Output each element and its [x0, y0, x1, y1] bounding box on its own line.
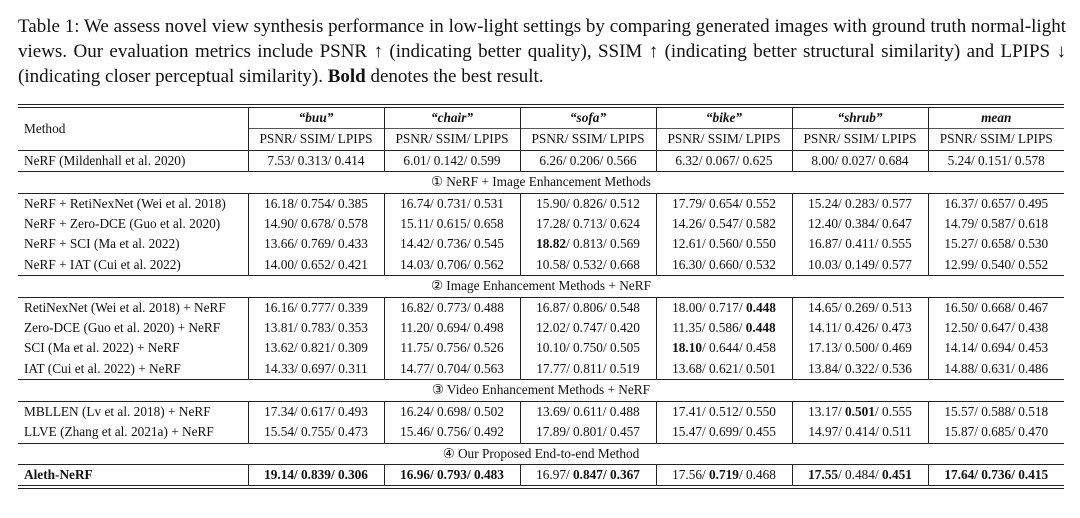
metric-value: 16.24/ 0.698/ 0.502	[400, 403, 504, 419]
metric-cell	[520, 193, 656, 214]
metric-cell	[792, 401, 928, 422]
metric-value: 15.47/ 0.699/ 0.455	[672, 424, 776, 440]
metric-header: PSNR/ SSIM/ LPIPS	[656, 129, 792, 150]
best-value: 19.14/ 0.839/ 0.306	[264, 466, 368, 482]
method-name: NeRF + IAT (Cui et al. 2022)	[24, 256, 181, 272]
metric-cell	[520, 338, 656, 358]
best-value: 16.96/ 0.793/ 0.483	[400, 466, 504, 482]
metric-cell	[928, 318, 1064, 338]
metric-value: / 0.813/ 0.569	[566, 236, 640, 252]
metric-value: 12.99/ 0.540/ 0.552	[944, 256, 1049, 272]
metric-cell	[792, 338, 928, 358]
metric-value: 15.46/ 0.756/ 0.492	[400, 424, 504, 440]
dataset-header: “chair”	[384, 108, 520, 129]
metric-value: 13.69/ 0.611/ 0.488	[536, 403, 640, 419]
metric-value: 14.77/ 0.704/ 0.563	[400, 360, 504, 376]
metric-value: 17.41/ 0.512/ 0.550	[672, 403, 776, 419]
results-table-body	[18, 150, 1064, 485]
metric-cell	[384, 464, 520, 485]
metric-value: 16.50/ 0.668/ 0.467	[944, 299, 1049, 315]
metric-cell	[656, 401, 792, 422]
caption-text-end: denotes the best result.	[370, 66, 544, 87]
metric-cell	[792, 359, 928, 380]
section-header-row	[18, 172, 1064, 193]
section-title: ① NeRF + Image Enhancement Methods	[18, 172, 1064, 193]
metric-value: 14.33/ 0.697/ 0.311	[264, 360, 368, 376]
metric-value: 16.82/ 0.773/ 0.488	[400, 299, 504, 315]
metric-value: 15.27/ 0.658/ 0.530	[944, 236, 1049, 252]
metric-value: 12.40/ 0.384/ 0.647	[808, 216, 912, 232]
section-header-row	[18, 276, 1064, 297]
method-name: NeRF + RetiNexNet (Wei et al. 2018)	[18, 193, 248, 214]
metric-cell	[248, 255, 384, 276]
metric-value: 16.97/	[536, 466, 574, 482]
best-value: 0.451	[881, 466, 912, 482]
metric-cell	[248, 193, 384, 214]
table-row	[18, 255, 1064, 276]
metric-value: 14.65/ 0.269/ 0.513	[808, 299, 912, 315]
method-name: LLVE (Zhang et al. 2021a) + NeRF	[24, 424, 214, 440]
metric-value: 14.90/ 0.678/ 0.578	[264, 216, 368, 232]
metric-value: 13.81/ 0.783/ 0.353	[264, 320, 368, 336]
metric-value: 12.61/ 0.560/ 0.550	[672, 236, 776, 252]
metric-cell: 6.32/ 0.067/ 0.625	[656, 150, 792, 171]
metric-cell	[656, 464, 792, 485]
table-row	[18, 422, 1064, 443]
metric-cell	[656, 338, 792, 358]
results-table	[18, 108, 1064, 485]
metric-cell	[520, 255, 656, 276]
metric-cell	[520, 297, 656, 318]
table-row	[18, 214, 1064, 234]
best-value: 0.501	[845, 403, 875, 419]
metric-value: 17.79/ 0.654/ 0.552	[672, 195, 776, 211]
metric-cell	[248, 318, 384, 338]
metric-value: 16.87/ 0.411/ 0.555	[808, 236, 912, 252]
metric-value: 16.87/ 0.806/ 0.548	[536, 299, 640, 315]
metric-value: 13.17/	[808, 403, 846, 419]
metric-cell	[248, 234, 384, 254]
metric-value: 11.75/ 0.756/ 0.526	[400, 340, 504, 356]
metric-value: 11.20/ 0.694/ 0.498	[400, 320, 504, 336]
metric-value: / 0.468	[738, 466, 776, 482]
metric-value: / 0.644/ 0.458	[702, 340, 776, 356]
metric-cell	[248, 359, 384, 380]
metric-value: 16.37/ 0.657/ 0.495	[944, 195, 1049, 211]
metric-cell	[384, 255, 520, 276]
caption-bold-word: Bold	[327, 66, 366, 87]
dataset-header: “bike”	[656, 108, 792, 129]
metric-header: PSNR/ SSIM/ LPIPS	[520, 129, 656, 150]
method-name	[18, 464, 248, 485]
metric-cell	[520, 318, 656, 338]
metric-value: 12.50/ 0.647/ 0.438	[944, 320, 1049, 336]
metric-cell	[248, 422, 384, 443]
metric-value: 14.03/ 0.706/ 0.562	[400, 256, 504, 272]
method-name: IAT (Cui et al. 2022) + NeRF	[24, 360, 181, 376]
method-name: MBLLEN (Lv et al. 2018) + NeRF	[18, 401, 248, 422]
metric-value: 14.79/ 0.587/ 0.618	[944, 216, 1049, 232]
method-name: NeRF + SCI (Ma et al. 2022)	[24, 236, 180, 252]
metric-cell	[656, 214, 792, 234]
metric-value: 14.26/ 0.547/ 0.582	[672, 216, 776, 232]
table-row	[18, 297, 1064, 318]
best-value: 0.448	[745, 299, 776, 315]
section-title: ② Image Enhancement Methods + NeRF	[18, 276, 1064, 297]
metric-cell: 8.00/ 0.027/ 0.684	[792, 150, 928, 171]
metric-cell	[792, 214, 928, 234]
metric-cell	[248, 214, 384, 234]
section-title: ③ Video Enhancement Methods + NeRF	[18, 380, 1064, 401]
dataset-header: “shrub”	[792, 108, 928, 129]
metric-value: 16.30/ 0.660/ 0.532	[672, 256, 776, 272]
metric-value: 14.42/ 0.736/ 0.545	[400, 236, 504, 252]
metric-value: 14.14/ 0.694/ 0.453	[944, 340, 1049, 356]
metric-cell	[656, 193, 792, 214]
metric-cell	[928, 193, 1064, 214]
table-row	[18, 338, 1064, 358]
metric-value: 17.56/	[672, 466, 710, 482]
metric-cell	[248, 297, 384, 318]
metric-value: 14.88/ 0.631/ 0.486	[944, 360, 1049, 376]
metric-cell: 7.53/ 0.313/ 0.414	[248, 150, 384, 171]
metric-value: 15.54/ 0.755/ 0.473	[264, 424, 368, 440]
metric-value: 11.35/ 0.586/	[672, 320, 746, 336]
table-row	[18, 193, 1064, 214]
metric-cell: 6.26/ 0.206/ 0.566	[520, 150, 656, 171]
metric-value: 15.87/ 0.685/ 0.470	[944, 424, 1049, 440]
dataset-header-row	[18, 108, 1064, 129]
best-value: 18.82	[536, 236, 567, 252]
method-column-header: Method	[24, 120, 66, 136]
metric-cell: 6.01/ 0.142/ 0.599	[384, 150, 520, 171]
metric-cell	[384, 234, 520, 254]
metric-value: 18.00/ 0.717/	[672, 299, 746, 315]
metric-value: 17.13/ 0.500/ 0.469	[808, 340, 912, 356]
metric-value: 13.68/ 0.621/ 0.501	[672, 360, 776, 376]
metric-cell	[656, 297, 792, 318]
metric-cell	[248, 338, 384, 358]
method-name: SCI (Ma et al. 2022) + NeRF	[24, 340, 180, 356]
metric-cell	[928, 234, 1064, 254]
metric-value: 17.34/ 0.617/ 0.493	[264, 403, 368, 419]
metric-value: / 0.484/	[838, 466, 882, 482]
table-row	[18, 234, 1064, 254]
metric-value: 14.00/ 0.652/ 0.421	[264, 256, 368, 272]
section-title: ④ Our Proposed End-to-end Method	[18, 443, 1064, 464]
metric-cell	[384, 214, 520, 234]
metric-cell: 5.24/ 0.151/ 0.578	[928, 150, 1064, 171]
caption-text: Table 1: We assess novel view synthesis performance in low-light settings by comparing generated images with ground truth normal-light views. Our evaluation metrics include PSNR ↑ (indicating better quality), SSIM ↑ (indicating better structural similarity) and LPIPS ↓ (indicating closer perceptual similarity).	[18, 16, 1066, 87]
results-table-container	[18, 104, 1064, 489]
metric-cell	[384, 422, 520, 443]
metric-cell	[520, 401, 656, 422]
metric-value: 13.66/ 0.769/ 0.433	[264, 236, 368, 252]
section-header-row	[18, 443, 1064, 464]
metric-cell	[792, 422, 928, 443]
metric-cell	[384, 359, 520, 380]
metric-value: 17.89/ 0.801/ 0.457	[536, 424, 640, 440]
dataset-header: “sofa”	[520, 108, 656, 129]
metric-value: 16.74/ 0.731/ 0.531	[400, 195, 504, 211]
section-header-row	[18, 380, 1064, 401]
metric-cell	[520, 234, 656, 254]
metric-cell	[384, 318, 520, 338]
best-value: 18.10	[672, 340, 703, 356]
table-caption	[18, 14, 1066, 89]
metric-value: 17.77/ 0.811/ 0.519	[536, 360, 640, 376]
metric-cell	[928, 255, 1064, 276]
best-value: 0.448	[745, 320, 776, 336]
metric-cell	[656, 359, 792, 380]
metric-cell	[384, 401, 520, 422]
metric-cell	[792, 297, 928, 318]
metric-cell	[656, 422, 792, 443]
metric-cell	[384, 193, 520, 214]
metric-value: / 0.555	[874, 403, 912, 419]
metric-cell	[792, 234, 928, 254]
metric-cell	[928, 464, 1064, 485]
dataset-header: mean	[928, 108, 1064, 129]
metric-value: 13.62/ 0.821/ 0.309	[264, 340, 368, 356]
metric-cell	[520, 422, 656, 443]
metric-value: 12.02/ 0.747/ 0.420	[536, 320, 640, 336]
metric-cell	[656, 255, 792, 276]
metric-value: 15.90/ 0.826/ 0.512	[536, 195, 640, 211]
metric-cell	[792, 255, 928, 276]
metric-header: PSNR/ SSIM/ LPIPS	[384, 129, 520, 150]
metric-value: 10.58/ 0.532/ 0.668	[536, 256, 640, 272]
metric-value: 15.24/ 0.283/ 0.577	[808, 195, 912, 211]
metric-value: 10.03/ 0.149/ 0.577	[808, 256, 912, 272]
table-row	[18, 464, 1064, 485]
metric-cell	[520, 214, 656, 234]
metric-value: 14.11/ 0.426/ 0.473	[808, 320, 912, 336]
table-bottom-rule	[18, 485, 1064, 489]
best-value: 0.719	[709, 466, 739, 482]
metric-cell	[248, 401, 384, 422]
metric-cell	[928, 422, 1064, 443]
metric-value: 10.10/ 0.750/ 0.505	[536, 340, 640, 356]
metric-cell	[928, 359, 1064, 380]
method-name: RetiNexNet (Wei et al. 2018) + NeRF	[18, 297, 248, 318]
metric-value: 16.16/ 0.777/ 0.339	[264, 299, 368, 315]
table-row	[18, 359, 1064, 380]
metric-cell	[656, 234, 792, 254]
metric-header: PSNR/ SSIM/ LPIPS	[928, 129, 1064, 150]
table-row	[18, 401, 1064, 422]
metric-cell	[656, 318, 792, 338]
best-value: 17.64/ 0.736/ 0.415	[944, 466, 1049, 482]
metric-cell	[928, 401, 1064, 422]
metric-value: 15.11/ 0.615/ 0.658	[400, 216, 504, 232]
metric-cell	[928, 297, 1064, 318]
metric-header: PSNR/ SSIM/ LPIPS	[792, 129, 928, 150]
metric-header: PSNR/ SSIM/ LPIPS	[248, 129, 384, 150]
metric-cell	[928, 214, 1064, 234]
metric-cell	[384, 338, 520, 358]
metric-cell	[248, 464, 384, 485]
metric-value: 16.18/ 0.754/ 0.385	[264, 195, 368, 211]
best-value: 0.847/ 0.367	[573, 466, 640, 482]
method-name-bold: Aleth-NeRF	[24, 466, 93, 482]
metric-cell	[792, 318, 928, 338]
baseline-row	[18, 150, 1064, 171]
metric-cell	[384, 297, 520, 318]
metric-cell	[792, 193, 928, 214]
method-name: NeRF (Mildenhall et al. 2020)	[18, 150, 248, 171]
table-row	[18, 318, 1064, 338]
metric-cell	[928, 338, 1064, 358]
metric-value: 17.28/ 0.713/ 0.624	[536, 216, 640, 232]
metric-cell	[520, 464, 656, 485]
best-value: 17.55	[808, 466, 839, 482]
metric-value: 13.84/ 0.322/ 0.536	[808, 360, 912, 376]
dataset-header: “buu”	[248, 108, 384, 129]
metric-value: 14.97/ 0.414/ 0.511	[808, 424, 912, 440]
metric-cell	[520, 359, 656, 380]
metric-value: 15.57/ 0.588/ 0.518	[944, 403, 1049, 419]
metric-cell	[792, 464, 928, 485]
method-name: NeRF + Zero-DCE (Guo et al. 2020)	[24, 216, 221, 232]
method-name: Zero-DCE (Guo et al. 2020) + NeRF	[24, 320, 221, 336]
